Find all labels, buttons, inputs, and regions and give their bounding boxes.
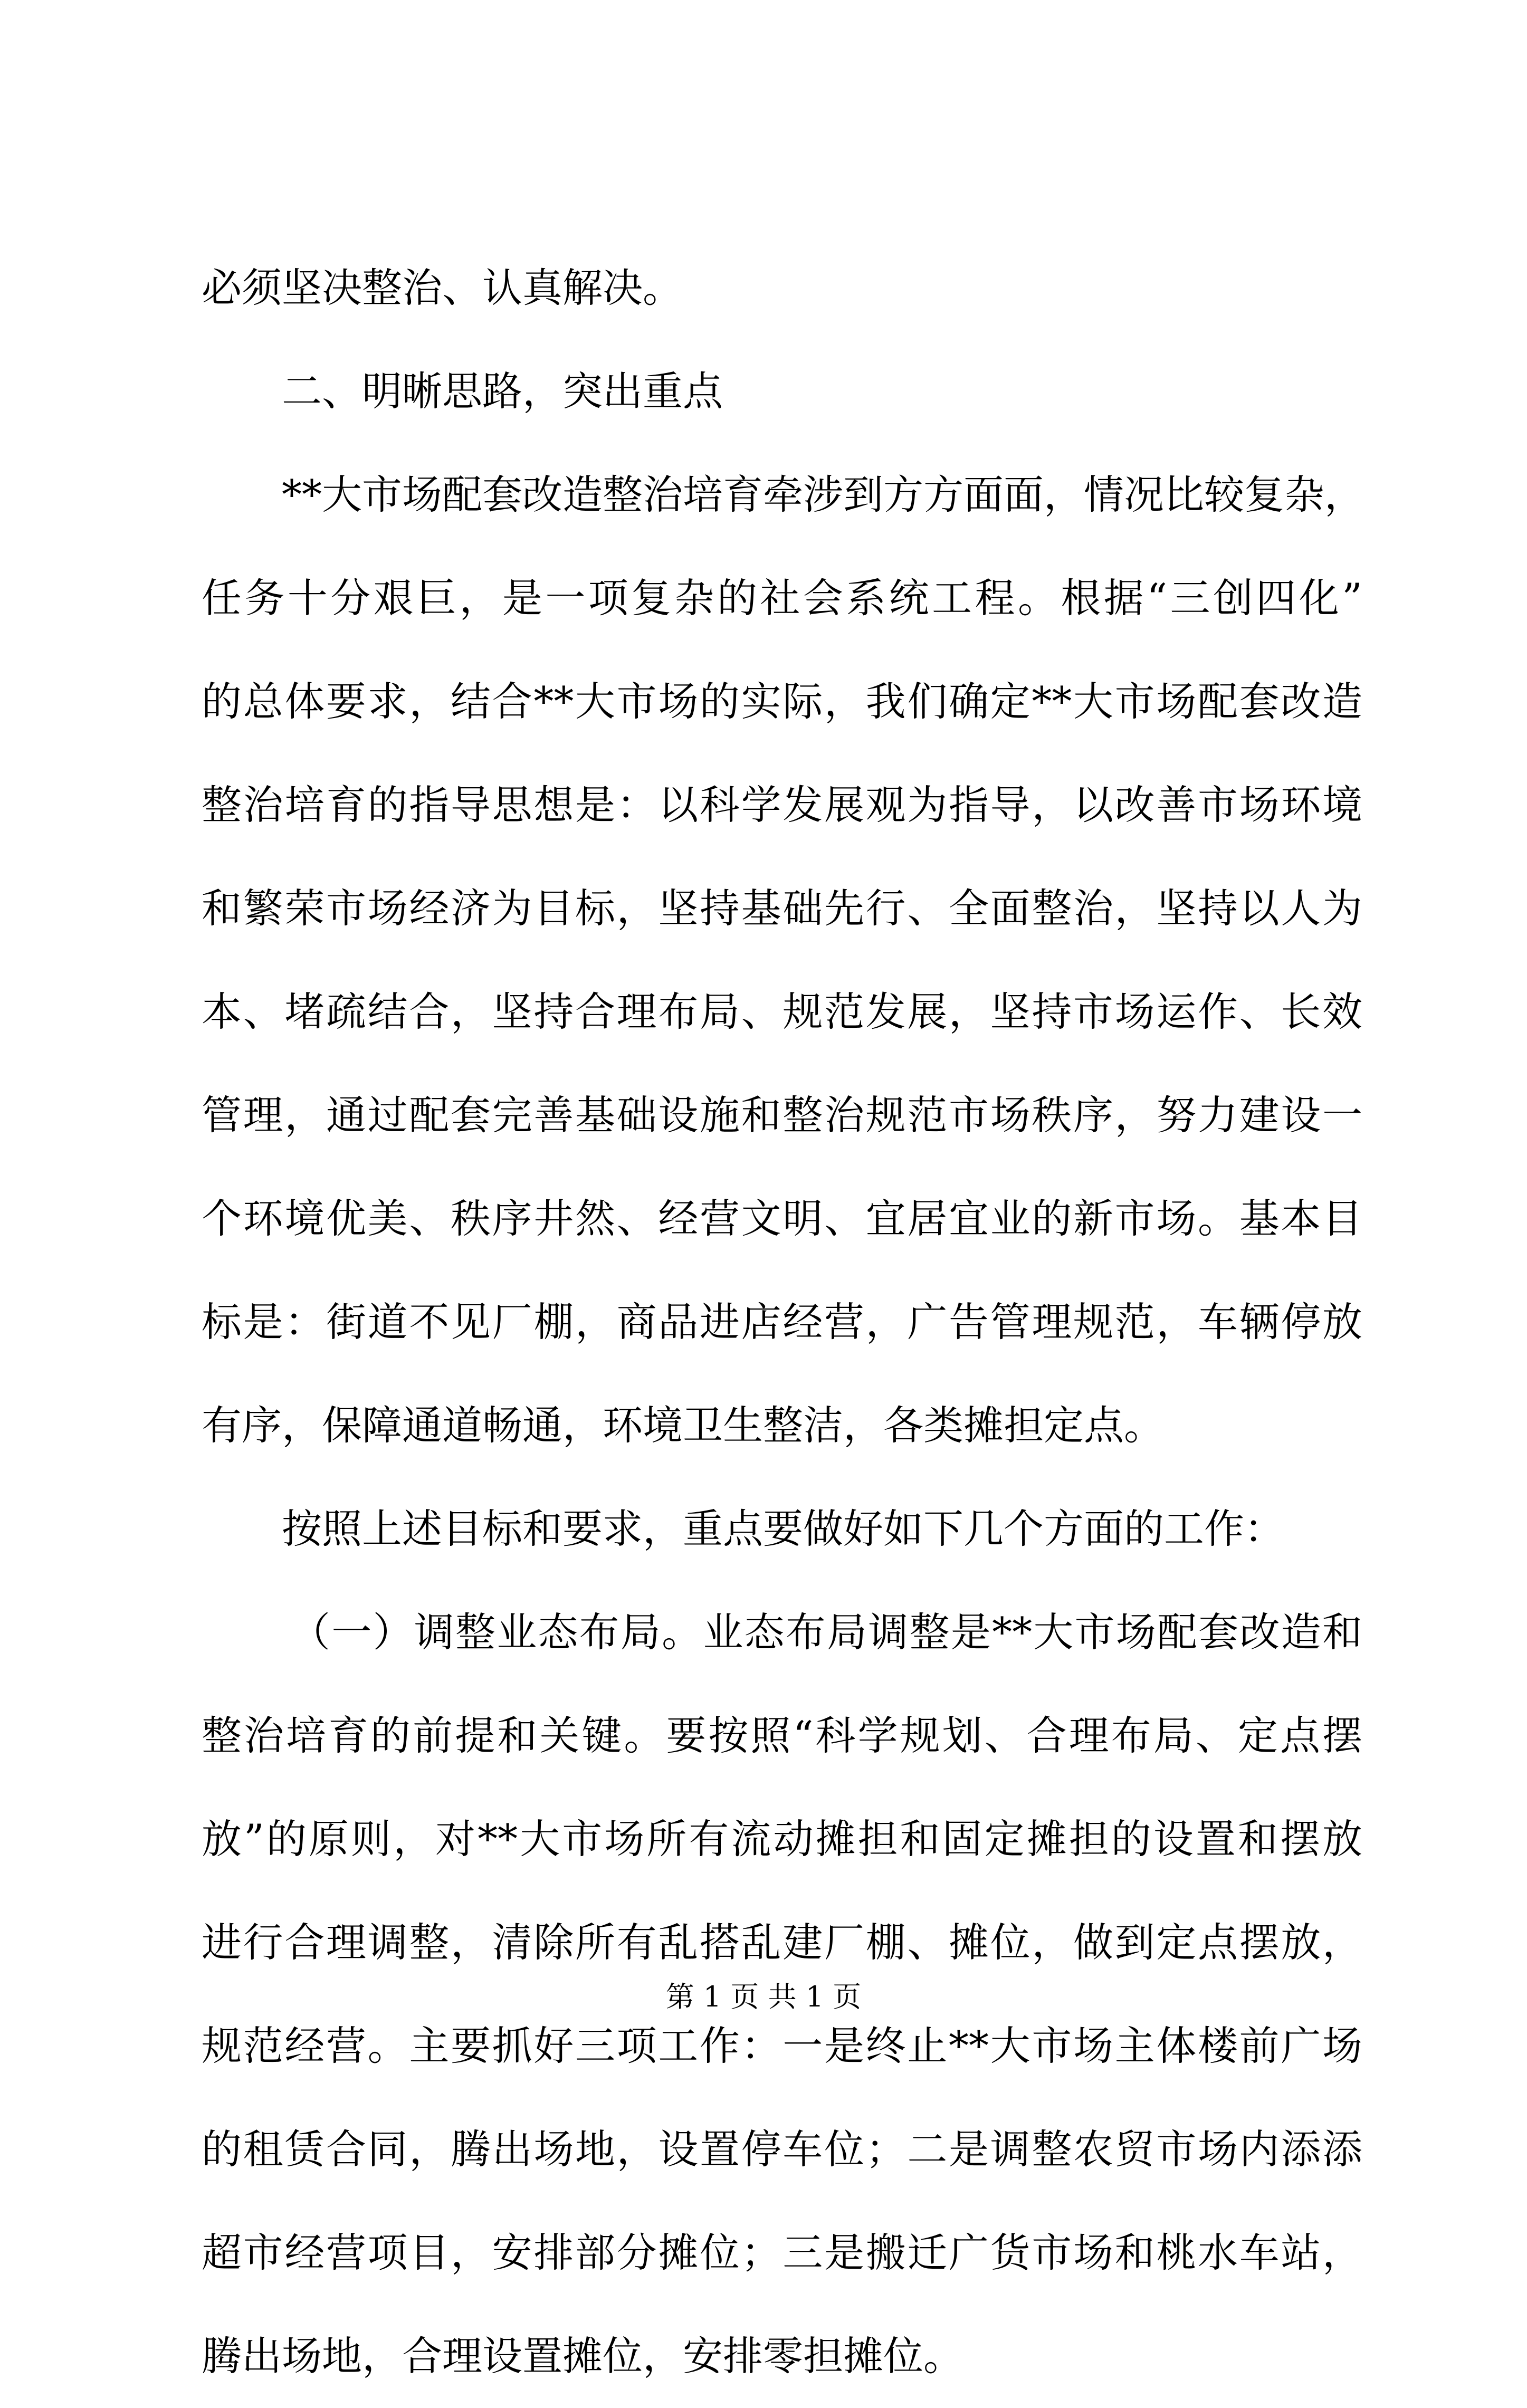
document-body [202,236,1362,2408]
section-heading: 二、明晰思路，突出重点 [282,368,723,415]
page-footer [0,1976,1527,2018]
paragraph-line: 有序，保障通道畅通，环境卫生整洁，各类摊担定点。 [202,1402,1164,1449]
paragraph-line: 超市经营项目，安排部分摊位；三是搬迁广货市场和桃水车站， [202,2229,1362,2276]
paragraph-line: 的总体要求，结合**大市场的实际，我们确定**大市场配套改造 [202,678,1362,725]
paragraph-line: 个环境优美、秩序井然、经营文明、宜居宜业的新市场。基本目 [202,1195,1362,1242]
paragraph-line: 任务十分艰巨，是一项复杂的社会系统工程。根据“三创四化” [202,575,1362,622]
paragraph-line: 必须坚决整治、认真解决。 [202,264,683,311]
page-number-label: 第 1 页 共 1 页 [665,1980,862,2013]
paragraph-line: 本、堵疏结合，坚持合理布局、规范发展，坚持市场运作、长效 [202,988,1362,1035]
paragraph-line: 和繁荣市场经济为目标，坚持基础先行、全面整治，坚持以人为 [202,885,1362,932]
paragraph-line: 管理，通过配套完善基础设施和整治规范市场秩序，努力建设一 [202,1092,1362,1139]
paragraph-line: 规范经营。主要抓好三项工作：一是终止**大市场主体楼前广场 [202,2022,1362,2069]
subsection-heading-line: （一）调整业态布局。业态布局调整是**大市场配套改造和 [290,1609,1362,1656]
paragraph-line: 进行合理调整，清除所有乱搭乱建厂棚、摊位，做到定点摆放， [202,1919,1362,1966]
paragraph-line: 按照上述目标和要求，重点要做好如下几个方面的工作： [282,1505,1284,1552]
paragraph-line: 放”的原则，对**大市场所有流动摊担和固定摊担的设置和摆放 [202,1815,1362,1862]
paragraph-line: 腾出场地，合理设置摊位，安排零担摊位。 [202,2333,963,2380]
paragraph-line: 标是：街道不见厂棚，商品进店经营，广告管理规范，车辆停放 [202,1298,1362,1345]
paragraph-line: **大市场配套改造整治培育牵涉到方方面面，情况比较复杂， [282,471,1364,518]
paragraph-line: 整治培育的前提和关键。要按照“科学规划、合理布局、定点摆 [202,1712,1362,1759]
paragraph-line: 的租赁合同，腾出场地，设置停车位；二是调整农贸市场内添添 [202,2126,1362,2173]
paragraph-line: 整治培育的指导思想是：以科学发展观为指导，以改善市场环境 [202,781,1362,828]
